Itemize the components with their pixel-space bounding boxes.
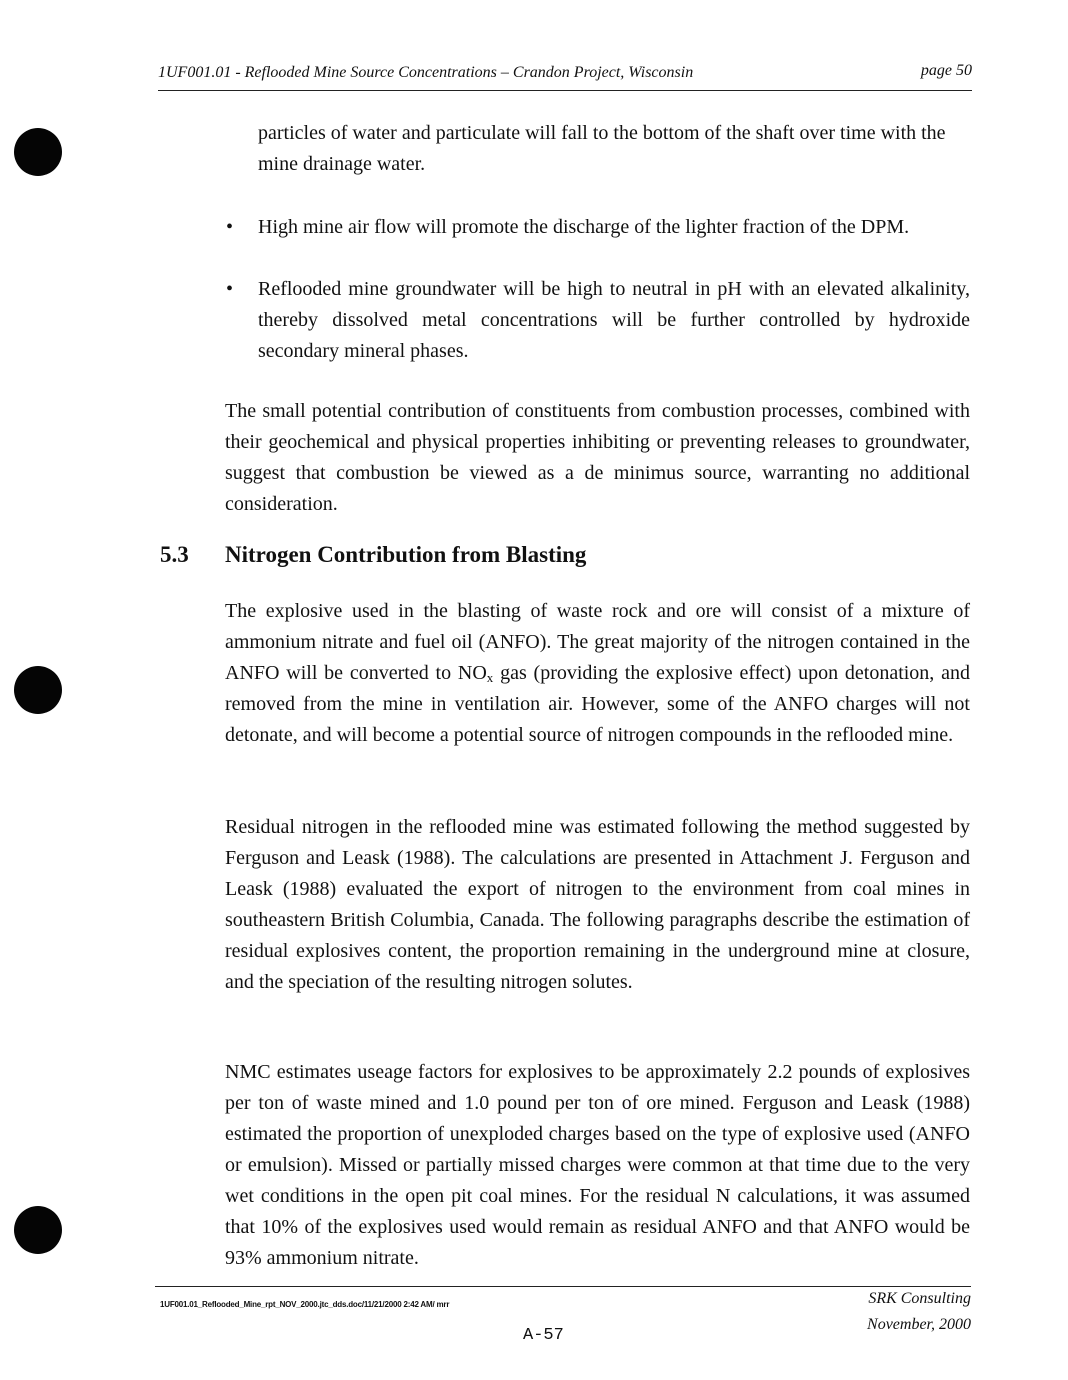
- subscript: x: [486, 670, 494, 685]
- footer-date: November, 2000: [867, 1316, 971, 1333]
- footer-divider: [155, 1286, 971, 1287]
- section-heading: Nitrogen Contribution from Blasting: [225, 542, 587, 567]
- bullet-icon: •: [226, 278, 234, 300]
- section-number: 5.3: [160, 542, 189, 567]
- paragraph: [225, 596, 970, 751]
- footer-page-number: A-57: [523, 1326, 564, 1345]
- bullet-item: Reflooded mine groundwater will be high to neutral in pH with an elevated alkalinity, thereby dissolved metal concentrations will be further controlled by hydroxide secondary mineral phases.: [258, 278, 970, 362]
- punch-hole: [14, 128, 62, 176]
- page-header: [158, 60, 972, 91]
- footer-file-path: 1UF001.01_Reflooded_Mine_rpt_NOV_2000.jtc_dds.doc/11/21/2000 2:42 AM/ mrr: [160, 1300, 450, 1309]
- bullet-icon: •: [226, 216, 234, 238]
- punch-hole: [14, 1206, 62, 1254]
- paragraph-text: gas (providing the explosive effect) upon detonation, and removed from the mine in ventilation air. However, some of the ANFO charges will not detonate, and will become a potential source of nitrogen compounds in the reflooded mine.: [225, 662, 970, 746]
- footer-company: SRK Consulting: [868, 1290, 971, 1307]
- header-page-number: page 50: [920, 62, 972, 79]
- paragraph: The small potential contribution of constituents from combustion processes, combined with their geochemical and physical properties inhibiting or preventing releases to groundwater, suggest that combustion be viewed as a de minimus source, warranting no additional consideration.: [225, 400, 970, 515]
- bullet-item: High mine air flow will promote the discharge of the lighter fraction of the DPM.: [258, 216, 910, 238]
- header-title: 1UF001.01 - Reflooded Mine Source Concentrations – Crandon Project, Wisconsin: [158, 64, 694, 81]
- paragraph: NMC estimates useage factors for explosives to be approximately 2.2 pounds of explosives per ton of waste mined and 1.0 pound per ton of ore mined. Ferguson and Leask (1988) estimated the proportion of unexploded charges based on the type of explosive used (ANFO or emulsion). Missed or partially missed charges were common at that time due to the very wet conditions in the open pit coal mines. For the residual N calculations, it was assumed that 10% of the explosives used would remain as residual ANFO and that ANFO would be 93% ammonium nitrate.: [225, 1061, 970, 1269]
- paragraph: particles of water and particulate will fall to the bottom of the shaft over time with the mine drainage water.: [258, 122, 946, 175]
- paragraph: Residual nitrogen in the reflooded mine was estimated following the method suggested by Ferguson and Leask (1988). The calculations are presented in Attachment J. Ferguson and Leask (1988) evaluated the export of nitrogen to the environment from coal mines in southeastern British Columbia, Canada. The following paragraphs describe the estimation of residual explosives content, the proportion remaining in the underground mine at closure, and the speciation of the resulting nitrogen solutes.: [225, 816, 970, 993]
- paragraph-text: The explosive used in the blasting of waste rock and ore will consist of a mixture of ammonium nitrate and fuel oil (ANFO). The great majority of the nitrogen contained in the ANFO will be converted to NO: [225, 600, 970, 684]
- punch-hole: [14, 666, 62, 714]
